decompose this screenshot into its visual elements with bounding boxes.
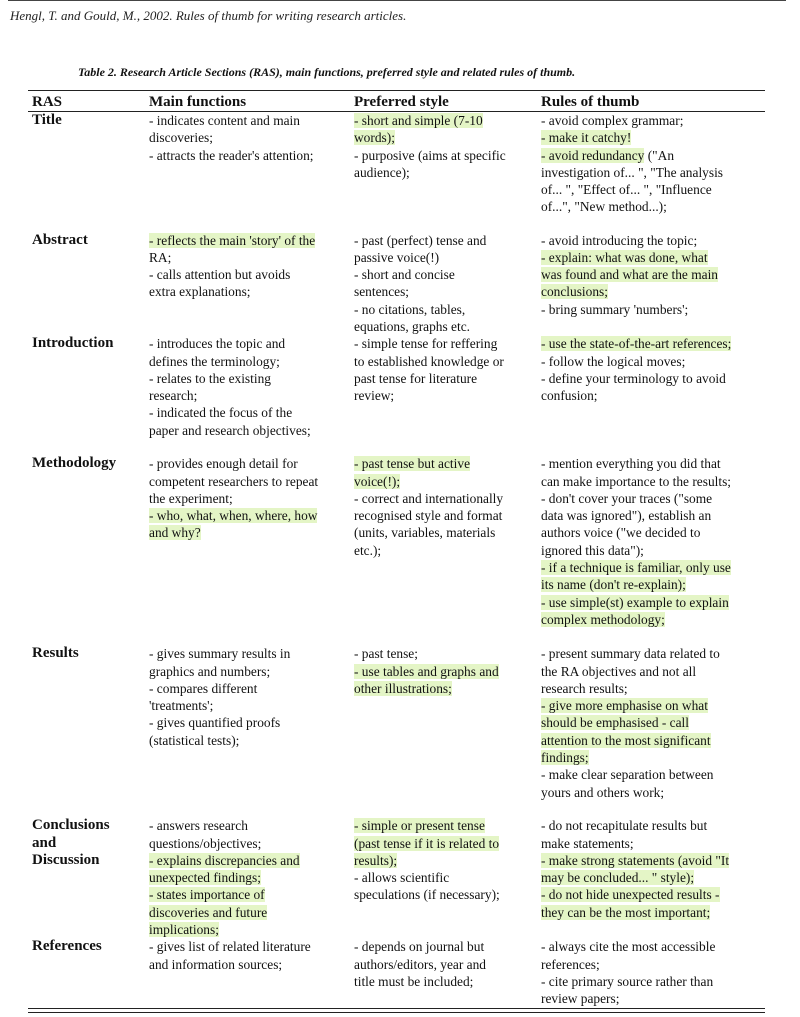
main-functions-line	[149, 663, 346, 680]
cell-text: data was ignored"), establish an	[541, 508, 712, 524]
main-functions-cell	[145, 232, 350, 336]
highlighted-text: was found and what are the main	[541, 267, 718, 283]
cell-text: (units, variables, materials	[354, 525, 496, 541]
section-name: Conclusions and Discussion	[32, 817, 110, 869]
main-functions-line	[149, 335, 346, 352]
rules-of-thumb-line	[541, 697, 761, 714]
rules-of-thumb-line	[541, 387, 761, 404]
main-functions-line	[149, 387, 346, 404]
section-name: Abstract	[32, 231, 88, 248]
main-functions-line	[149, 645, 346, 662]
cell-text: equations, graphs etc.	[354, 318, 471, 334]
section-name: Title	[32, 112, 62, 128]
preferred-style-cell	[350, 455, 537, 645]
highlighted-text: its name (don't re-explain);	[541, 577, 686, 593]
cell-text: research;	[149, 388, 198, 404]
preferred-style-line	[354, 455, 533, 472]
preferred-style-line	[354, 232, 533, 249]
highlighted-text: - explain: what was done, what	[541, 249, 708, 265]
rules-of-thumb-line	[541, 559, 761, 576]
rules-of-thumb-line	[541, 524, 761, 541]
highlighted-text: - use simple(st) example to explain	[541, 594, 729, 610]
rules-of-thumb-line	[541, 680, 761, 697]
preferred-style-line	[354, 164, 533, 181]
cell-text: yours and others work;	[541, 784, 665, 800]
highlighted-text: - make strong statements (avoid "It	[541, 852, 730, 868]
main-functions-line	[149, 852, 346, 869]
cell-text: - present summary data related to	[541, 646, 720, 662]
main-functions-line	[149, 714, 346, 731]
preferred-style-cell	[350, 938, 537, 1008]
table-row-title	[28, 112, 765, 232]
main-functions-line	[149, 129, 346, 146]
main-functions-line	[149, 455, 346, 472]
preferred-style-line	[354, 507, 533, 524]
main-functions-line	[149, 232, 346, 249]
preferred-style-line	[354, 318, 533, 335]
ras-table-container	[28, 90, 765, 1009]
cell-text: the experiment;	[149, 490, 233, 506]
main-functions-line	[149, 370, 346, 387]
rules-of-thumb-line	[541, 886, 761, 903]
main-functions-line	[149, 956, 346, 973]
cell-text: - answers research	[149, 818, 248, 834]
section-name: Results	[32, 645, 79, 662]
cell-text: investigation of... ", "The analysis	[541, 164, 724, 180]
column-header-main-functions: Main functions	[145, 91, 350, 112]
cell-text-tail: ("An	[644, 147, 675, 163]
table-caption: Table 2. Research Article Sections (RAS), main functions, preferred style and related rules of thumb.	[78, 65, 576, 79]
rules-of-thumb-cell	[537, 232, 765, 336]
rules-of-thumb-cell	[537, 112, 765, 232]
main-functions-cell	[145, 455, 350, 645]
cell-text: - define your terminology to avoid	[541, 370, 726, 386]
column-header-preferred-style: Preferred style	[350, 91, 537, 112]
cell-text: - gives summary results in	[149, 646, 291, 662]
highlighted-text: voice(!);	[354, 473, 401, 489]
rules-of-thumb-line	[541, 835, 761, 852]
rules-of-thumb-line	[541, 732, 761, 749]
ras-table	[28, 90, 765, 1009]
main-functions-line	[149, 490, 346, 507]
main-functions-line	[149, 921, 346, 938]
preferred-style-line	[354, 490, 533, 507]
rules-of-thumb-line	[541, 353, 761, 370]
main-functions-line	[149, 266, 346, 283]
table-row-introduction	[28, 335, 765, 455]
main-functions-cell	[145, 645, 350, 817]
rules-of-thumb-line	[541, 198, 761, 215]
rules-of-thumb-line	[541, 576, 761, 593]
cell-text: to established knowledge or	[354, 353, 504, 369]
cell-text: discoveries;	[149, 130, 213, 146]
bottom-rule	[28, 1012, 765, 1013]
cell-text: etc.);	[354, 542, 382, 558]
main-functions-cell	[145, 112, 350, 232]
preferred-style-line	[354, 524, 533, 541]
preferred-style-line	[354, 353, 533, 370]
main-functions-line	[149, 817, 346, 834]
rules-of-thumb-line	[541, 594, 761, 611]
preferred-style-line	[354, 266, 533, 283]
main-functions-line	[149, 886, 346, 903]
highlighted-text: findings;	[541, 750, 589, 766]
highlighted-text: complex methodology;	[541, 611, 665, 627]
cell-text: - avoid complex grammar;	[541, 113, 684, 128]
highlighted-text: - who, what, when, where, how	[149, 508, 318, 524]
main-functions-cell	[145, 817, 350, 938]
rules-of-thumb-line	[541, 766, 761, 783]
table-body	[28, 112, 765, 1009]
cell-text: authors/editors, year and	[354, 956, 487, 972]
highlighted-text: - if a technique is familiar, only use	[541, 560, 731, 576]
cell-text: - past (perfect) tense and	[354, 232, 487, 248]
rules-of-thumb-line	[541, 611, 761, 628]
cell-text: - simple tense for reffering	[354, 336, 498, 352]
cell-text: - gives list of related literature	[149, 939, 311, 955]
highlighted-text: results);	[354, 852, 398, 868]
cell-text: ignored this data");	[541, 542, 644, 558]
main-functions-line	[149, 404, 346, 421]
cell-text: - bring summary 'numbers';	[541, 301, 689, 317]
cell-text: extra explanations;	[149, 284, 251, 300]
main-functions-line	[149, 697, 346, 714]
cell-text: sentences;	[354, 284, 410, 300]
highlighted-text: they can be the most important;	[541, 904, 711, 920]
table-row-results	[28, 645, 765, 817]
main-functions-line	[149, 249, 346, 266]
preferred-style-line	[354, 301, 533, 318]
cell-text: - introduces the topic and	[149, 336, 286, 352]
rules-of-thumb-line	[541, 335, 761, 352]
preferred-style-line	[354, 249, 533, 266]
preferred-style-cell	[350, 645, 537, 817]
preferred-style-line	[354, 886, 533, 903]
main-functions-line	[149, 473, 346, 490]
cell-text: audience);	[354, 164, 410, 180]
cell-text: RA;	[149, 249, 172, 265]
rules-of-thumb-line	[541, 283, 761, 300]
rules-of-thumb-line	[541, 990, 761, 1007]
highlighted-text: may be concluded... " style);	[541, 870, 695, 886]
preferred-style-line	[354, 869, 533, 886]
preferred-style-cell	[350, 232, 537, 336]
rules-of-thumb-line	[541, 129, 761, 146]
highlighted-text: words);	[354, 130, 395, 146]
preferred-style-line	[354, 335, 533, 352]
preferred-style-line	[354, 938, 533, 955]
rules-of-thumb-line	[541, 370, 761, 387]
cell-text: - gives quantified proofs	[149, 715, 281, 731]
cell-text: - no citations, tables,	[354, 301, 466, 317]
cell-text: - indicated the focus of the	[149, 405, 293, 421]
preferred-style-line	[354, 473, 533, 490]
preferred-style-cell	[350, 817, 537, 938]
rules-of-thumb-line	[541, 181, 761, 198]
rules-of-thumb-cell	[537, 645, 765, 817]
highlighted-text: - do not hide unexpected results -	[541, 887, 720, 903]
rules-of-thumb-line	[541, 266, 761, 283]
cell-text: - allows scientific	[354, 870, 450, 886]
main-functions-line	[149, 353, 346, 370]
preferred-style-line	[354, 817, 533, 834]
rules-of-thumb-line	[541, 852, 761, 869]
highlighted-text: - give more emphasise on what	[541, 698, 708, 714]
column-header-ras: RAS	[28, 91, 145, 112]
preferred-style-line	[354, 542, 533, 559]
cell-text: defines the terminology;	[149, 353, 280, 369]
cell-text: - indicates content and main	[149, 113, 300, 128]
column-header-rules-of-thumb: Rules of thumb	[537, 91, 765, 112]
cell-text: make statements;	[541, 835, 634, 851]
highlighted-text: - explains discrepancies and	[149, 852, 300, 868]
table-row-abstract	[28, 232, 765, 336]
cell-text: authors voice ("we decided to	[541, 525, 701, 541]
cell-text: - don't cover your traces ("some	[541, 490, 713, 506]
table-row-references	[28, 938, 765, 1008]
preferred-style-line	[354, 387, 533, 404]
rules-of-thumb-line	[541, 645, 761, 662]
highlighted-text: - use the state-of-the-art references;	[541, 336, 732, 352]
highlighted-text: - simple or present tense	[354, 818, 485, 834]
cell-text: - mention everything you did that	[541, 456, 721, 472]
main-functions-line	[149, 147, 346, 164]
cell-text: references;	[541, 956, 600, 972]
cell-text: - do not recapitulate results but	[541, 818, 708, 834]
cell-text: paper and research objectives;	[149, 422, 311, 438]
cell-text: - calls attention but avoids	[149, 267, 291, 283]
cell-text: - short and concise	[354, 267, 455, 283]
main-functions-cell	[145, 938, 350, 1008]
rules-of-thumb-line	[541, 542, 761, 559]
rules-of-thumb-line	[541, 490, 761, 507]
main-functions-line	[149, 680, 346, 697]
cell-text: - provides enough detail for	[149, 456, 298, 472]
cell-text: - avoid introducing the topic;	[541, 232, 698, 248]
main-functions-line	[149, 732, 346, 749]
highlighted-text: - reflects the main 'story' of the	[149, 232, 316, 248]
cell-text: recognised style and format	[354, 508, 503, 524]
rules-of-thumb-line	[541, 507, 761, 524]
cell-text: 'treatments';	[149, 698, 214, 714]
cell-text: confusion;	[541, 388, 598, 404]
cell-text: review papers;	[541, 991, 620, 1007]
preferred-style-line	[354, 973, 533, 990]
cell-text: - follow the logical moves;	[541, 353, 686, 369]
highlighted-text: - make it catchy!	[541, 130, 632, 146]
highlighted-text: - use tables and graphs and	[354, 663, 499, 679]
highlighted-text: attention to the most significant	[541, 732, 711, 748]
section-name: Introduction	[32, 335, 114, 352]
highlighted-text: implications;	[149, 922, 219, 938]
rules-of-thumb-line	[541, 784, 761, 801]
cell-text: (statistical tests);	[149, 732, 240, 748]
rules-of-thumb-cell	[537, 335, 765, 455]
table-row-methodology	[28, 455, 765, 645]
rules-of-thumb-cell	[537, 938, 765, 1008]
main-functions-line	[149, 422, 346, 439]
section-name: Methodology	[32, 455, 117, 472]
cell-text: - always cite the most accessible	[541, 939, 716, 955]
preferred-style-line	[354, 147, 533, 164]
main-functions-line	[149, 283, 346, 300]
highlighted-text: should be emphasised - call	[541, 715, 690, 731]
main-functions-line	[149, 938, 346, 955]
cell-text: passive voice(!)	[354, 249, 440, 265]
preferred-style-line	[354, 835, 533, 852]
cell-text: and information sources;	[149, 956, 283, 972]
table-row-conclusions-discussion	[28, 817, 765, 938]
highlighted-text: other illustrations;	[354, 680, 452, 696]
rules-of-thumb-line	[541, 956, 761, 973]
preferred-style-line	[354, 680, 533, 697]
rules-of-thumb-cell	[537, 455, 765, 645]
cell-text: - past tense;	[354, 646, 418, 662]
rules-of-thumb-cell	[537, 817, 765, 938]
cell-text: - compares different	[149, 680, 258, 696]
cell-text: - depends on journal but	[354, 939, 485, 955]
rules-of-thumb-line	[541, 164, 761, 181]
cell-text: research results;	[541, 680, 628, 696]
highlighted-text: (past tense if it is related to	[354, 835, 500, 851]
cell-text: graphics and numbers;	[149, 663, 271, 679]
main-functions-line	[149, 904, 346, 921]
rules-of-thumb-line	[541, 473, 761, 490]
cell-text: the RA objectives and not all	[541, 663, 697, 679]
rules-of-thumb-line	[541, 112, 761, 129]
rules-of-thumb-line	[541, 232, 761, 249]
section-name: References	[28, 938, 145, 1008]
rules-of-thumb-line	[541, 455, 761, 472]
rules-of-thumb-line	[541, 301, 761, 318]
rules-of-thumb-line	[541, 904, 761, 921]
preferred-style-line	[354, 663, 533, 680]
preferred-style-cell	[350, 335, 537, 455]
preferred-style-line	[354, 370, 533, 387]
preferred-style-line	[354, 112, 533, 129]
preferred-style-line	[354, 283, 533, 300]
highlighted-text: discoveries and future	[149, 904, 268, 920]
cell-text: - purposive (aims at specific	[354, 147, 506, 163]
highlighted-text: - short and simple (7-10	[354, 113, 483, 128]
main-functions-cell	[145, 335, 350, 455]
highlighted-text: conclusions;	[541, 284, 608, 300]
main-functions-line	[149, 507, 346, 524]
highlighted-text: - states importance of	[149, 887, 265, 903]
main-functions-line	[149, 524, 346, 541]
highlighted-text: and why?	[149, 525, 201, 541]
main-functions-line	[149, 869, 346, 886]
preferred-style-line	[354, 129, 533, 146]
highlighted-text: - avoid redundancy	[541, 147, 645, 163]
page-header	[8, 0, 786, 31]
highlighted-text: - past tense but active	[354, 456, 471, 472]
cell-text: of... ", "Effect of... ", "Influence	[541, 182, 712, 198]
main-functions-line	[149, 112, 346, 129]
cell-text: competent researchers to repeat	[149, 473, 319, 489]
cell-text: speculations (if necessary);	[354, 887, 500, 903]
preferred-style-cell	[350, 112, 537, 232]
rules-of-thumb-line	[541, 147, 761, 164]
cell-text: - attracts the reader's attention;	[149, 147, 314, 163]
rules-of-thumb-line	[541, 973, 761, 990]
cell-text: of...", "New method...);	[541, 199, 667, 215]
cell-text: can make importance to the results;	[541, 473, 732, 489]
cell-text: past tense for literature	[354, 370, 478, 386]
preferred-style-line	[354, 852, 533, 869]
rules-of-thumb-line	[541, 938, 761, 955]
cell-text: - correct and internationally	[354, 490, 504, 506]
rules-of-thumb-line	[541, 663, 761, 680]
table-header-row	[28, 91, 765, 112]
preferred-style-line	[354, 645, 533, 662]
rules-of-thumb-line	[541, 249, 761, 266]
highlighted-text: unexpected findings;	[149, 870, 261, 886]
cell-text: - relates to the existing	[149, 370, 271, 386]
main-functions-line	[149, 835, 346, 852]
citation-text: Hengl, T. and Gould, M., 2002. Rules of thumb for writing research articles.	[10, 8, 407, 23]
cell-text: - cite primary source rather than	[541, 973, 714, 989]
rules-of-thumb-line	[541, 817, 761, 834]
rules-of-thumb-line	[541, 714, 761, 731]
cell-text: review;	[354, 388, 395, 404]
cell-text: - make clear separation between	[541, 767, 714, 783]
rules-of-thumb-line	[541, 869, 761, 886]
cell-text: questions/objectives;	[149, 835, 262, 851]
rules-of-thumb-line	[541, 749, 761, 766]
preferred-style-line	[354, 956, 533, 973]
cell-text: title must be included;	[354, 973, 474, 989]
